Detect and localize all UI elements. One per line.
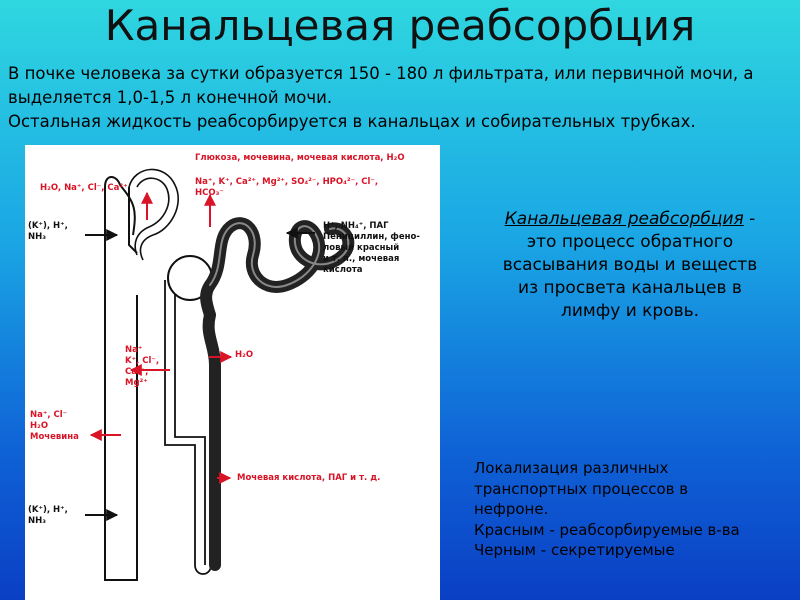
legend-line-3: нефроне. [474, 500, 549, 518]
page-title: Канальцевая реабсорбция [104, 1, 696, 50]
legend-block [474, 458, 796, 561]
label-top-left: H₂O, Na⁺, Cl⁻, Ca²⁺ [40, 183, 128, 193]
label-right-secretion: H⁺, NH₄⁺, ПАГ Пенициллин, фено- ловый красный и т. п., мочевая кислота [323, 221, 420, 275]
definition-block [495, 208, 765, 323]
legend-line-2: транспортных процессов в [474, 479, 689, 498]
legend-line-5: Черным - секретируемые [474, 541, 675, 559]
label-loop-ions: Na⁺ K⁺, Cl⁻, Ca²⁺, Mg²⁺ [125, 345, 160, 388]
intro-text: В почке человека за сутки образуется 150 - 180 л фильтрата, или первичной мочи, а выделяется 1,0-1,5 л конечной мочи. Остальная жидкость реабсорбируется в канальцах и собирательных трубках. [8, 64, 754, 131]
legend-line-4: Красным - реабсорбируемые в-ва [474, 520, 740, 539]
label-left-lower: (K⁺), H⁺, NH₃ [28, 505, 68, 526]
label-left-upper: (K⁺), H⁺, NH₃ [28, 221, 68, 242]
nephron-diagram [25, 145, 440, 600]
label-left-mid: Na⁺, Cl⁻ H₂O Мочевина [30, 410, 79, 442]
distal-tubule [129, 169, 178, 260]
label-top-center-1: Глюкоза, мочевина, мочевая кислота, H₂O [195, 153, 405, 163]
label-top-center-2: Na⁺, K⁺, Ca²⁺, Mg²⁺, SO₄²⁻, HPO₄²⁻, Cl⁻, HCO₃⁻ [195, 177, 379, 198]
nephron-figure [25, 145, 440, 600]
definition-term: Канальцевая реабсорбция [504, 209, 744, 229]
legend-line-1: Локализация различных [474, 459, 669, 477]
label-bottom-right: Мочевая кислота, ПАГ и т. д. [237, 473, 381, 483]
label-h2o-right: H₂O [235, 350, 254, 360]
definition-text: - это процесс обратного всасывания воды и веществ из просвета канальцев в лимфу и кровь. [502, 209, 758, 321]
